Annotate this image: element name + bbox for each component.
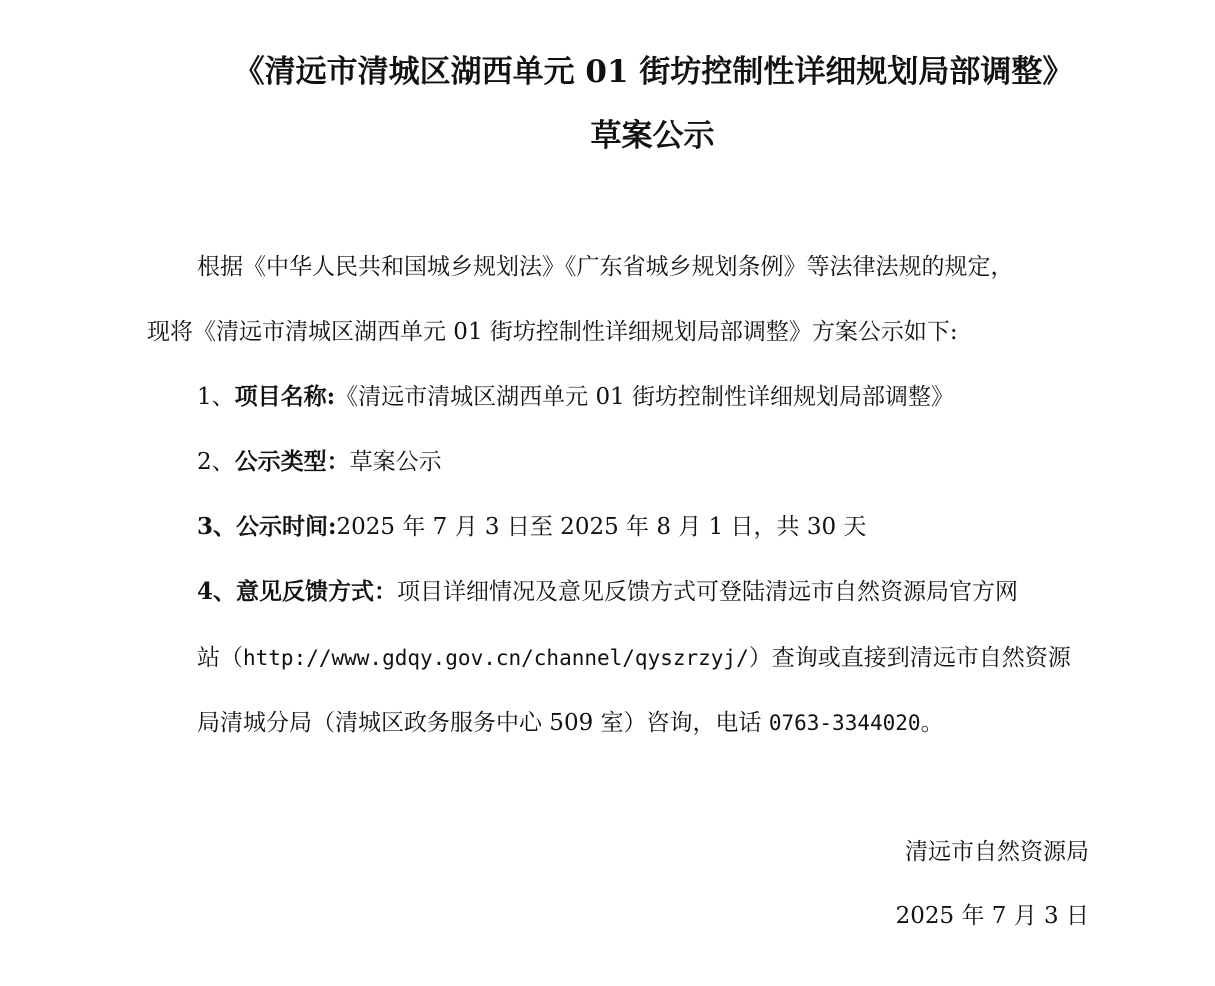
text-segment: ）查询或直接到清远市自然资源 (748, 645, 1071, 671)
item-value: 2025 年 7 月 3 日至 2025 年 8 月 1 日，共 30 天 (336, 514, 867, 540)
item-feedback-method-line-2 (197, 642, 1071, 674)
item-project-name (197, 381, 954, 413)
item-feedback-method (197, 576, 1018, 608)
item-number: 3、 (197, 513, 237, 540)
notice-title: 《清远市清城区湖西单元 01 街坊控制性详细规划局部调整》 (233, 54, 1074, 90)
intro-paragraph-line-2: 现将《清远市清城区湖西单元 01 街坊控制性详细规划局部调整》方案公示如下: (147, 319, 958, 345)
intro-paragraph-line-1: 根据《中华人民共和国城乡规划法》《广东省城乡规划条例》等法律法规的规定， (197, 254, 1014, 280)
text-segment: 站（ (197, 645, 243, 671)
item-label: 公示类型： (234, 448, 350, 475)
item-label: 意见反馈方式： (236, 578, 398, 605)
item-label: 公示时间: (236, 513, 337, 540)
signature-date: 2025 年 7 月 3 日 (895, 903, 1089, 929)
item-feedback-method-line-3 (197, 707, 944, 739)
item-value: 《清远市清城区湖西单元 01 街坊控制性详细规划局部调整》 (335, 384, 955, 410)
signature-organization: 清远市自然资源局 (905, 839, 1089, 865)
item-value: 项目详细情况及意见反馈方式可登陆清远市自然资源局官方网 (397, 579, 1019, 605)
item-notice-period (197, 511, 866, 543)
website-url-link[interactable]: http://www.gdqy.gov.cn/channel/qyszrzyj/ (243, 646, 749, 670)
item-notice-type (197, 446, 442, 478)
phone-number: 0763-3344020 (768, 711, 921, 735)
item-number: 2、 (197, 449, 235, 475)
item-value: 草案公示 (349, 449, 442, 475)
item-label: 项目名称: (234, 383, 336, 410)
item-number: 4、 (197, 578, 237, 605)
text-segment: 。 (920, 710, 944, 736)
item-number: 1、 (197, 384, 235, 410)
text-segment: 局清城分局（清城区政务服务中心 509 室）咨询，电话 (197, 710, 769, 736)
notice-subtitle: 草案公示 (590, 118, 715, 154)
